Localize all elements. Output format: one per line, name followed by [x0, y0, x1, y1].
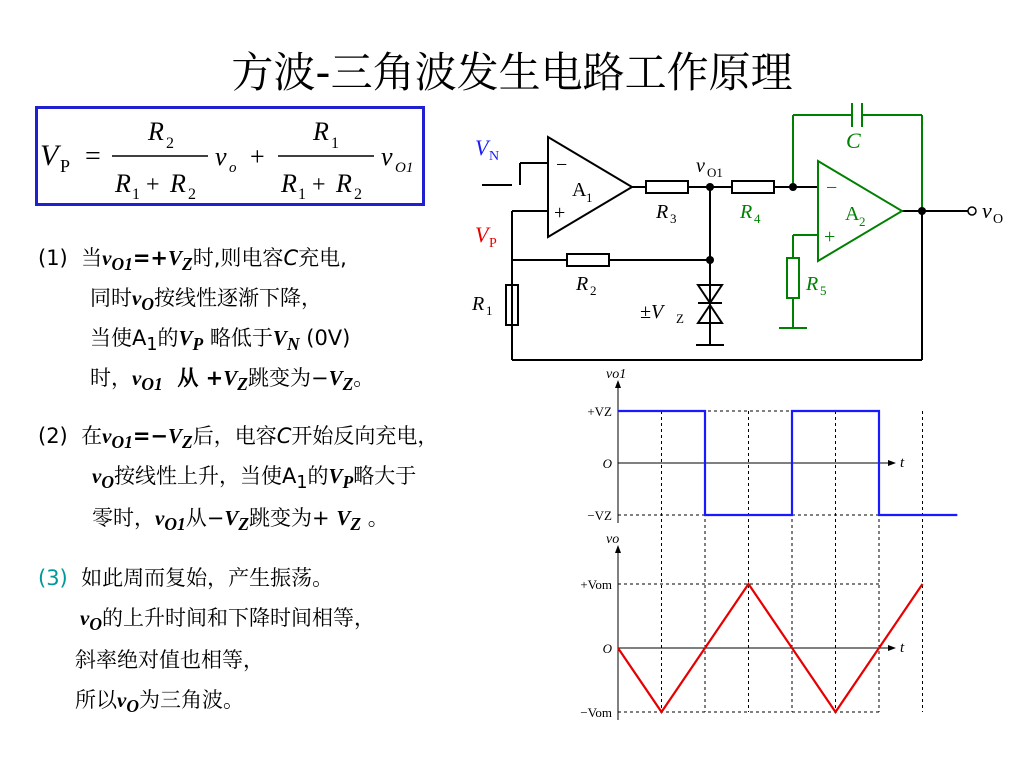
label-r5-sub: 5 [820, 283, 827, 298]
p2-line3: 零时，$v_{O1}$从$-V_Z$跳变为+ $V_Z$ 。 [92, 506, 389, 535]
label-a2-plus: + [824, 226, 836, 248]
label-a2: A [845, 203, 860, 225]
label-r2: R [576, 273, 589, 295]
label-r3: R [656, 201, 669, 223]
term2-var: v [381, 142, 393, 171]
label-a2-sub: 2 [859, 214, 866, 229]
term1-var: v [215, 142, 227, 171]
frac2-den-a-sub: 1 [298, 186, 306, 203]
label-vp: V [475, 222, 489, 247]
frac1-num-sub: 2 [166, 135, 174, 152]
label-vn: V [475, 135, 489, 160]
label-vo1: v [696, 155, 705, 177]
vo1-x-arrow [888, 460, 896, 466]
label-r4: R [740, 201, 753, 223]
label-a2-minus: − [826, 177, 838, 199]
label-vo1-sub: O1 [707, 165, 723, 180]
vo1-xlabel: t [900, 455, 905, 471]
p2-num: (2) [38, 424, 68, 448]
frac2-num-sub: 1 [331, 135, 339, 152]
vo1-tick-label: +VZ [587, 404, 612, 419]
label-a1-sub: 1 [586, 190, 593, 205]
p3-line1: (3) 如此周而复始，产生振荡。 [38, 566, 334, 590]
label-vp-sub: P [489, 236, 497, 251]
page-title: 方波-三角波发生电路工作原理 [231, 48, 793, 97]
frac2-den-b-sub: 2 [354, 186, 362, 203]
formula-plus: + [250, 142, 265, 171]
p3-line4: 所以$v_O$为三角波。 [75, 688, 244, 717]
label-c: C [846, 128, 861, 153]
frac2-den-b: R [336, 169, 352, 198]
label-a1: A [572, 179, 587, 201]
frac1-den-b: R [170, 169, 186, 198]
vo1-tick-label: O [602, 456, 612, 471]
p3-line2: $v_O$的上升时间和下降时间相等， [80, 606, 375, 635]
vo1-ylabel: vo1 [606, 367, 627, 382]
frac1-den-a: R [115, 169, 131, 198]
term2-sub: O1 [395, 160, 414, 176]
frac2-num: R [313, 117, 329, 146]
label-r1: R [472, 293, 485, 315]
label-vz: ±V [640, 301, 664, 323]
vo1-tick-label: −VZ [587, 508, 612, 523]
frac2-den-plus: + [312, 172, 326, 198]
frac1-den-b-sub: 2 [188, 186, 196, 203]
vo-tick-label: −Vom [580, 705, 612, 720]
vo-ylabel: vo [606, 532, 620, 547]
frac1-num: R [148, 117, 164, 146]
vo-tick-label: O [602, 641, 612, 656]
formula-lhs-sub: P [60, 156, 71, 176]
vo-x-arrow [888, 645, 896, 651]
label-r3-sub: 3 [670, 211, 677, 226]
vo-xlabel: t [900, 640, 905, 656]
label-vn-sub: N [489, 149, 500, 164]
p2-line1: (2) 在$v_{O1}=-V_Z$后，电容C开始反向充电， [38, 424, 439, 453]
p1-line4: 时，$v_{O1}$ 从 $+V_Z$跳变为$-V_Z$。 [90, 366, 375, 395]
label-a1-minus: − [556, 154, 568, 176]
p1-line2: 同时$v_O$按线性逐渐下降， [90, 286, 322, 315]
p1-line1: (1) 当$v_{O1}=+V_Z$时,则电容C充电, [38, 246, 347, 275]
term1-sub: o [229, 160, 237, 176]
p3-num: (3) [38, 566, 68, 590]
label-r5: R [806, 273, 819, 295]
formula-eq: = [85, 141, 101, 172]
label-r4-sub: 4 [754, 211, 761, 226]
p1-line3: 当使$A_1$的$V_P$ 略低于$V_N$ (0V) [90, 326, 351, 356]
frac1-den-a-sub: 1 [132, 186, 140, 203]
p3-line3: 斜率绝对值也相等， [75, 648, 264, 672]
label-vz-sub: Z [676, 311, 684, 326]
p1-num: (1) [38, 246, 68, 270]
p2-line2: $v_O$按线性上升，当使$A_1$的$V_P$略大于 [92, 464, 417, 494]
label-vo-sub: O [993, 212, 1004, 227]
label-r2-sub: 2 [590, 283, 597, 298]
frac2-den-a: R [281, 169, 297, 198]
formula-lhs: V [40, 139, 59, 172]
label-vo: v [982, 198, 992, 223]
label-a1-plus: + [554, 202, 566, 224]
vo-tick-label: +Vom [580, 577, 612, 592]
label-r1-sub: 1 [486, 303, 493, 318]
frac1-den-plus: + [146, 172, 160, 198]
